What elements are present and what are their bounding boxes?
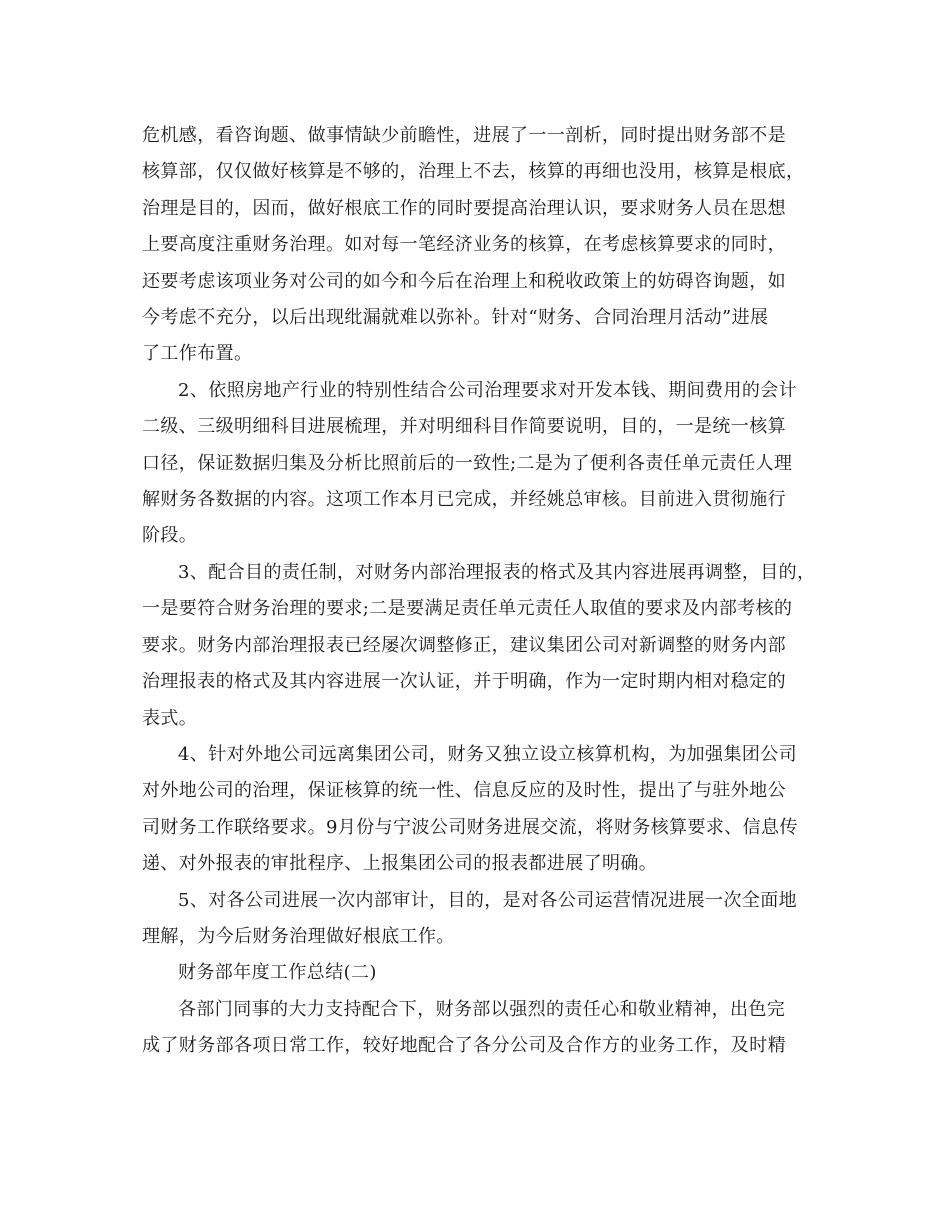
text-line: 4、针对外地公司远离集团公司，财务又独立设立核算机构，为加强集团公司 <box>178 743 798 765</box>
text-line: 对外地公司的治理，保证核算的统一性、信息反应的及时性，提出了与驻外地公 <box>142 780 786 802</box>
text-line: 还要考虑该项业务对公司的如今和今后在治理上和税收政策上的妨碍咨询题，如 <box>142 270 786 292</box>
text-line: 解财务各数据的内容。这项工作本月已完成，并经姚总审核。目前进入贯彻施行 <box>142 489 786 511</box>
text-line: 了工作布置。 <box>142 343 253 365</box>
text-line: 5、对各公司进展一次内部审计，目的，是对各公司运营情况进展一次全面地 <box>178 889 798 911</box>
text-line: 3、配合目的责任制，对财务内部治理报表的格式及其内容进展再调整，目的， <box>178 561 816 583</box>
text-line: 财务部年度工作总结(二) <box>178 962 377 984</box>
text-line: 各部门同事的大力支持配合下，财务部以强烈的责任心和敬业精神，出色完 <box>178 998 786 1020</box>
text-line: 一是要符合财务治理的要求;二是要满足责任单元责任人取值的要求及内部考核的 <box>142 598 793 620</box>
text-line: 2、依照房地产行业的特别性结合公司治理要求对开发本钱、期间费用的会计 <box>178 379 798 401</box>
text-line: 成了财务部各项日常工作，较好地配合了各分公司及合作方的业务工作，及时精 <box>142 1035 786 1057</box>
text-line: 危机感，看咨询题、做事情缺少前瞻性，进展了一一剖析，同时提出财务部不是 <box>142 125 786 146</box>
text-line: 要求。财务内部治理报表已经屡次调整修正，建议集团公司对新调整的财务内部 <box>142 634 786 656</box>
text-line: 二级、三级明细科目进展梳理，并对明细科目作简要说明，目的，一是统一核算 <box>142 416 786 438</box>
text-line: 治理报表的格式及其内容进展一次认证，并于明确，作为一定时期内相对稳定的 <box>142 671 786 693</box>
text-line: 递、对外报表的审批程序、上报集团公司的报表都进展了明确。 <box>142 853 658 875</box>
document-body <box>142 118 822 1065</box>
text-line: 司财务工作联络要求。9月份与宁波公司财务进展交流，将财务核算要求、信息传 <box>142 816 798 838</box>
text-line: 今考虑不充分，以后出现纰漏就难以弥补。针对“财务、合同治理月活动”进展 <box>142 307 769 329</box>
text-line: 治理是目的，因而，做好根底工作的同时要提高治理认识，要求财务人员在思想 <box>142 197 786 219</box>
text-line: 阶段。 <box>142 525 198 547</box>
text-line: 核算部，仅仅做好核算是不够的，治理上不去，核算的再细也没用，核算是根底， <box>142 161 805 183</box>
text-line: 表式。 <box>142 707 198 729</box>
text-line: 上要高度注重财务治理。如对每一笔经济业务的核算，在考虑核算要求的同时， <box>142 234 786 256</box>
text-line: 理解，为今后财务治理做好根底工作。 <box>142 925 455 947</box>
text-line: 口径，保证数据归集及分析比照前后的一致性;二是为了便利各责任单元责任人理 <box>142 452 793 474</box>
